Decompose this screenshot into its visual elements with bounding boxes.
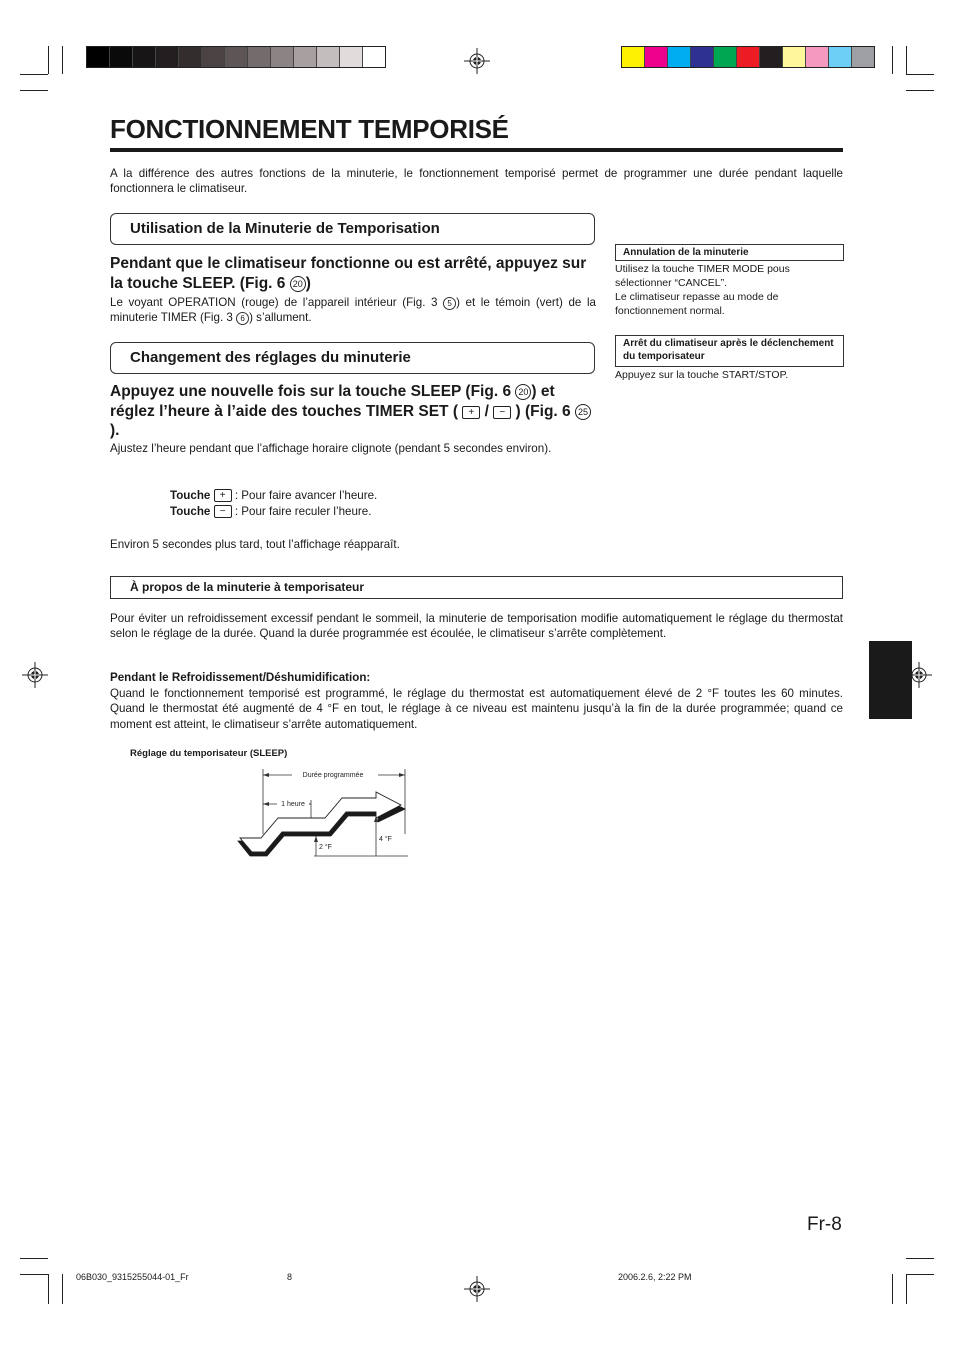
step2-label: 4 °F [379, 836, 392, 843]
color-swatch [714, 47, 737, 67]
touche-minus-line [170, 504, 371, 519]
section2-after: Environ 5 secondes plus tard, tout l’affichage réapparaît. [110, 538, 400, 551]
crop-mark [892, 46, 893, 74]
minus-description: : Pour faire reculer l’heure. [234, 505, 372, 518]
step-timer-set-instruction [110, 382, 600, 441]
intro-paragraph: A la différence des autres fonctions de la minuterie, le fonctionnement temporisé permet de programmer une durée pendant laquelle fonctionnera le climatiseur. [110, 167, 843, 196]
crop-mark [48, 1274, 49, 1304]
sidebar-stop-heading: Arrêt du climatiseur après le déclenchement du temporisateur [615, 335, 844, 367]
touche-plus-line [170, 488, 377, 503]
color-swatch [760, 47, 783, 67]
ref-number-icon: 6 [236, 312, 249, 325]
gray-swatch [225, 47, 248, 67]
crop-mark [20, 1274, 48, 1275]
color-swatch [622, 47, 645, 67]
plus-description: : Pour faire avancer l’heure. [234, 489, 378, 502]
sidebar-cancel-line: Le climatiseur repasse au mode de fonctionnement normal. [615, 291, 779, 317]
color-swatch [783, 47, 806, 67]
plus-key-icon: + [214, 489, 232, 502]
color-swatch [737, 47, 760, 67]
step-text: ) et réglez l’heure à l’aide des touches TIMER SET ( [110, 383, 555, 420]
about-body: Pour éviter un refroidissement excessif pendant le sommeil, la minuterie de temporisation modifie automatiquement le réglage du thermostat selon le réglage de la durée. Quand la durée programmée est écoulée, le climatiseur s’arrête complètement. [110, 612, 843, 641]
registration-mark-icon [464, 48, 490, 74]
gray-swatch [202, 47, 225, 67]
crop-mark [906, 1274, 934, 1275]
diagram-caption: Réglage du temporisateur (SLEEP) [130, 748, 288, 759]
registration-mark-icon [22, 662, 48, 688]
step-close: ) [305, 274, 311, 292]
crop-mark [20, 1258, 48, 1259]
minus-key-icon: − [214, 505, 232, 518]
gray-swatch [271, 47, 294, 67]
color-swatch [829, 47, 852, 67]
touche-label: Touche [170, 489, 211, 502]
crop-mark [48, 46, 49, 74]
crop-mark [906, 90, 934, 91]
hour-label: 1 heure [281, 801, 305, 808]
color-swatch [645, 47, 668, 67]
step1-label: 2 °F [319, 844, 332, 851]
ref-number-icon: 20 [515, 384, 531, 400]
cooling-body: Quand le fonctionnement temporisé est programmé, le réglage du thermostat est automatiquement élevé de 2 °F toutes les 60 minutes. Quand le thermostat été augmenté de 4 °F en tout, le réglage à ce niveau est maintenu jusqu’à la fin de la durée programmée; quand ce moment est atteint, le climatiseur s’arrête automatiquement. [110, 687, 843, 731]
registration-mark-icon [464, 1276, 490, 1302]
gray-swatch [248, 47, 271, 67]
color-swatch [691, 47, 714, 67]
gray-swatch [294, 47, 317, 67]
slash: / [484, 402, 489, 420]
language-tab-marker [869, 641, 912, 719]
sidebar-cancel-body [615, 262, 844, 318]
touche-label: Touche [170, 505, 211, 518]
sidebar-stop-body: Appuyez sur la touche START/STOP. [615, 369, 789, 381]
body-part: ) et le témoin (vert) de la minuterie TIMER (Fig. 3 [110, 296, 596, 325]
sidebar-cancel-heading: Annulation de la minuterie [615, 244, 844, 261]
gray-swatch [317, 47, 340, 67]
sleep-timer-diagram [236, 764, 412, 860]
step-text: Appuyez une nouvelle fois sur la touche SLEEP (Fig. 6 [110, 383, 512, 400]
crop-mark [62, 46, 63, 74]
about-heading: À propos de la minuterie à temporisateur [110, 576, 843, 599]
gray-swatch [87, 47, 110, 67]
page-number: Fr-8 [807, 1214, 842, 1235]
body-part: Le voyant OPERATION (rouge) de l’appareil intérieur (Fig. 3 [110, 296, 438, 309]
gray-swatch [110, 47, 133, 67]
color-swatch [852, 47, 874, 67]
step-text: ). [110, 422, 120, 439]
color-swatch [668, 47, 691, 67]
step-text: Pendant que le climatiseur fonctionne ou est arrêté, appuyez sur la touche SLEEP. (Fig. 6 [110, 255, 587, 292]
step-sleep-instruction [110, 254, 596, 293]
gray-swatch [363, 47, 385, 67]
ref-number-icon: 25 [575, 404, 591, 420]
page-title: FONCTIONNEMENT TEMPORISÉ [110, 112, 843, 152]
color-calibration-bar [621, 46, 875, 68]
ref-number-icon: 20 [290, 276, 306, 292]
crop-mark [906, 74, 934, 75]
color-swatch [806, 47, 829, 67]
crop-mark [906, 1274, 907, 1304]
gray-swatch [156, 47, 179, 67]
crop-mark [62, 1274, 63, 1304]
crop-mark [906, 1258, 934, 1259]
section2-body: Ajustez l’heure pendant que l’affichage horaire clignote (pendant 5 secondes environ). [110, 442, 552, 455]
gray-swatch [179, 47, 202, 67]
duration-label: Durée programmée [302, 772, 364, 779]
section-heading-temporisation: Utilisation de la Minuterie de Temporisation [110, 213, 595, 245]
section-heading-changement: Changement des réglages du minuterie [110, 342, 595, 374]
crop-mark [20, 90, 48, 91]
gray-swatch [133, 47, 156, 67]
gray-swatch [340, 47, 363, 67]
sidebar-cancel-line: Utilisez la touche TIMER MODE pous sélectionner “CANCEL”. [615, 263, 790, 289]
crop-mark [906, 46, 907, 74]
section1-body [110, 295, 596, 326]
ref-number-icon: 5 [443, 297, 456, 310]
crop-mark [20, 74, 48, 75]
minus-key-icon: − [493, 406, 511, 419]
body-part: ) s’allument. [249, 311, 312, 325]
footer-file: 06B030_9315255044-01_Fr [76, 1272, 189, 1282]
cooling-heading: Pendant le Refroidissement/Déshumidification: [110, 671, 371, 684]
footer-date: 2006.2.6, 2:22 PM [618, 1272, 692, 1282]
crop-mark [892, 1274, 893, 1304]
grayscale-calibration-bar [86, 46, 386, 68]
footer-page: 8 [287, 1272, 293, 1282]
step-text: ) (Fig. 6 [515, 402, 571, 420]
plus-key-icon: + [462, 406, 480, 419]
